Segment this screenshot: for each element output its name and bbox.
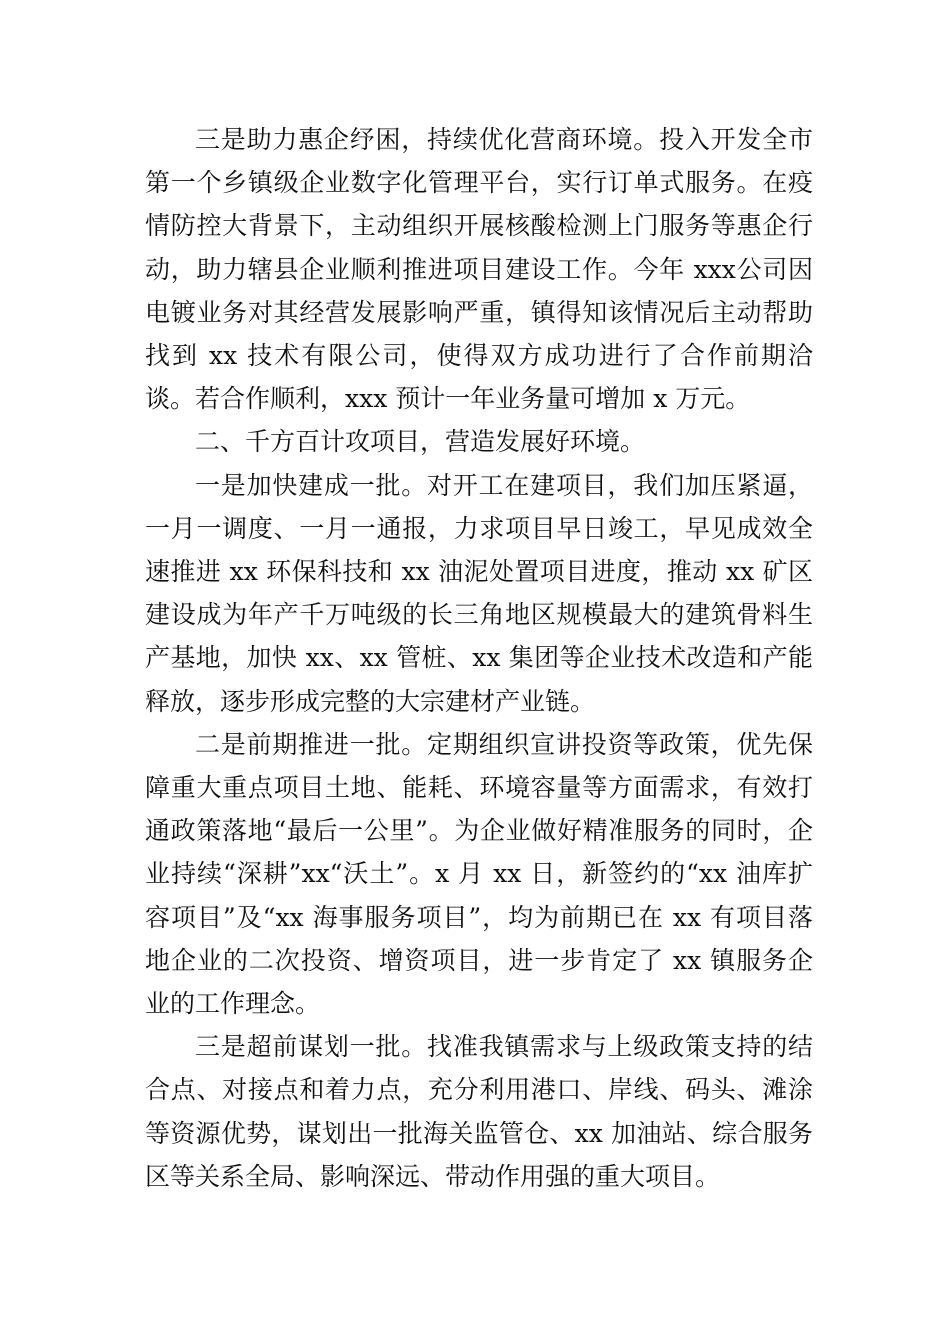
paragraph-plan-batch: 三是超前谋划一批。找准我镇需求与上级政策支持的结合点、对接点和着力点，充分利用港口、岸线、码头、滩涂等资源优势，谋划出一批海关监管仓、xx 加油站、综合服务区等关系全局、影响深远、带动作用强的重大项目。	[145, 1032, 813, 1191]
paragraph-complete-batch: 一是加快建成一批。对开工在建项目，我们加压紧逼，一月一调度、一月一通报，力求项目早日竣工，早见成效全速推进 xx 环保科技和 xx 油泥处置项目进度，推动 xx 矿区建设成为年产千万吨级的长三角地区规模最大的建筑骨料生产基地，加快 xx、xx 管桩、xx 集团等企业技术改造和产能释放，逐步形成完整的大宗建材产业链。	[145, 470, 813, 716]
paragraph-advance-batch: 二是前期推进一批。定期组织宣讲投资等政策，优先保障重大重点项目土地、能耗、环境容量等方面需求，有效打通政策落地“最后一公里”。为企业做好精准服务的同时，企业持续“深耕”xx“沃土”。x 月 xx 日，新签约的“xx 油库扩容项目”及“xx 海事服务项目”，均为前期已在 xx 有项目落地企业的二次投资、增资项目，进一步肯定了 xx 镇服务企业的工作理念。	[145, 729, 813, 1019]
document-body	[145, 118, 813, 1198]
section-heading-projects: 二、千方百计攻项目，营造发展好环境。	[195, 427, 646, 457]
paragraph-support-enterprises: 三是助力惠企纾困，持续优化营商环境。投入开发全市第一个乡镇级企业数字化管理平台，实行订单式服务。在疫情防控大背景下，主动组织开展核酸检测上门服务等惠企行动，助力辖县企业顺利推进项目建设工作。今年 xxx公司因电镀业务对其经营发展影响严重，镇得知该情况后主动帮助找到 xx 技术有限公司，使得双方成功进行了合作前期洽谈。若合作顺利，xxx 预计一年业务量可增加 x 万元。	[145, 125, 813, 414]
